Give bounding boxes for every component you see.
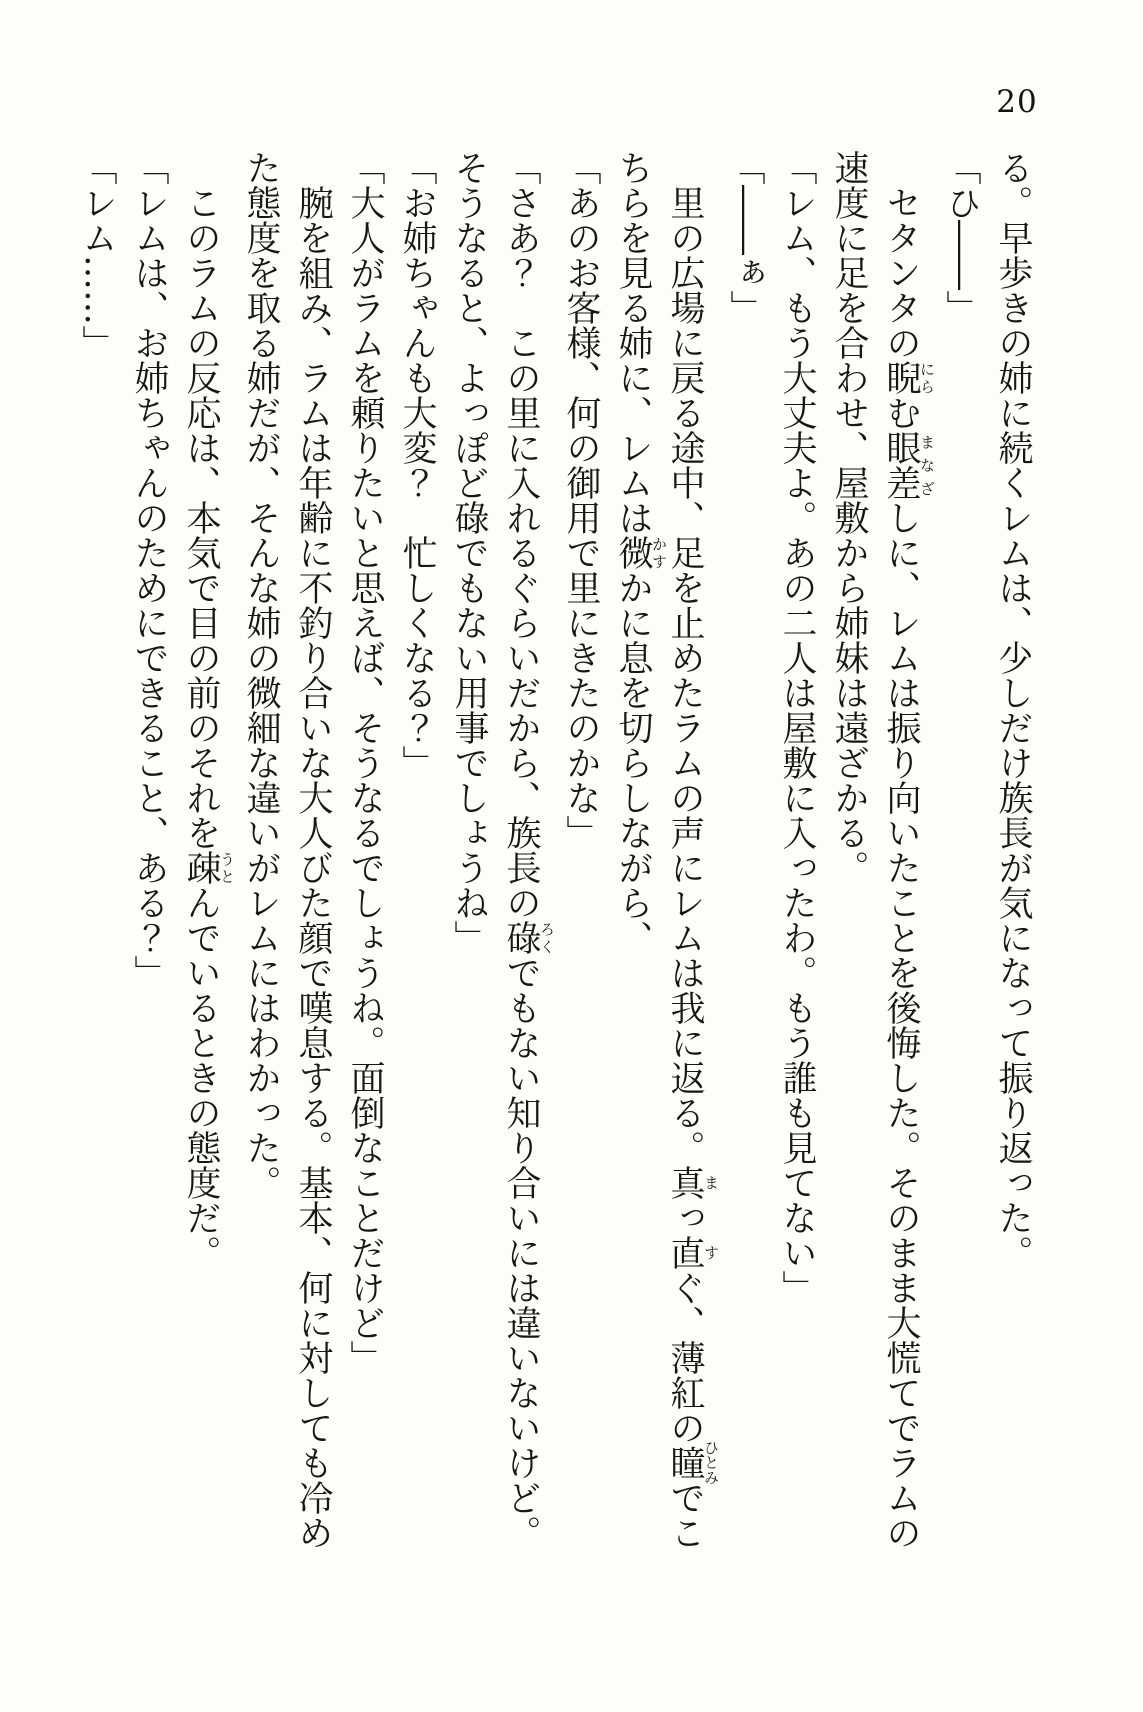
furigana-annotated-text: 瞳ひとみ — [665, 1440, 720, 1485]
furigana-annotated-text: 直す — [665, 1235, 720, 1270]
furigana-annotated-text: 睨にら — [881, 360, 936, 395]
paragraph: 「レム……」 — [77, 150, 117, 360]
paragraph: 「レム、もう大丈夫よ。あの二人は屋敷に入ったわ。もう誰も見てない」 — [777, 150, 817, 1305]
furigana-annotated-text: 真ま — [665, 1165, 720, 1200]
novel-text-block — [71, 150, 1039, 1564]
furigana-annotated-text: 疎うと — [181, 850, 236, 885]
paragraph: る。早歩きの姉に続くレムは、少しだけ族長が気になって振り返った。 — [993, 150, 1033, 1270]
paragraph: 「ひ――」 — [941, 150, 981, 325]
paragraph: 「お姉ちゃんも大変？ 忙しくなる？」 — [397, 150, 437, 780]
paragraph: このラムの反応は、本気で目の前のそれを疎うとんでいるときの態度だ。 — [181, 185, 236, 1270]
paragraph: セタンタの睨にらむ眼差まなざしに、レムは振り向いたことを後悔した。そのまま大慌てでラムの速度に足を合わせ、屋敷から姉妹は遠ざかる。 — [829, 150, 936, 1550]
paragraph: 「さあ？ この里に入れるぐらいだから、族長の碌ろくでもない知り合いには違いないけど。そうなると、よっぽど碌でもない用事でしょうね」 — [449, 150, 556, 1550]
furigana-annotated-text: 微かす — [613, 535, 668, 570]
paragraph: 腕を組み、ラムは年齢に不釣り合いな大人びた顔で嘆息する。基本、何に対しても冷めた態度を取る姉だが、そんな姉の微細な違いがレムにはわかった。 — [241, 150, 333, 1550]
furigana-annotated-text: 碌ろく — [501, 920, 556, 955]
paragraph: 「あのお客様、何の御用で里にきたのかな」 — [561, 150, 601, 850]
paragraph: 「レムは、お姉ちゃんのためにできること、ある？」 — [129, 150, 169, 990]
furigana-annotated-text: 眼差まなざ — [881, 430, 936, 500]
paragraph: 里の広場に戻る途中、足を止めたラムの声にレムは我に返る。真まっ直すぐ、薄紅の瞳ひとみでこちらを見る姉に、レムは微かすかに息を切らしながら、 — [613, 150, 720, 1550]
paragraph: 「――ぁ」 — [725, 150, 765, 325]
page-number: 20 — [996, 84, 1038, 120]
paragraph: 「大人がラムを頼りたいと思えば、そうなるでしょうね。面倒なことだけど」 — [345, 150, 385, 1375]
